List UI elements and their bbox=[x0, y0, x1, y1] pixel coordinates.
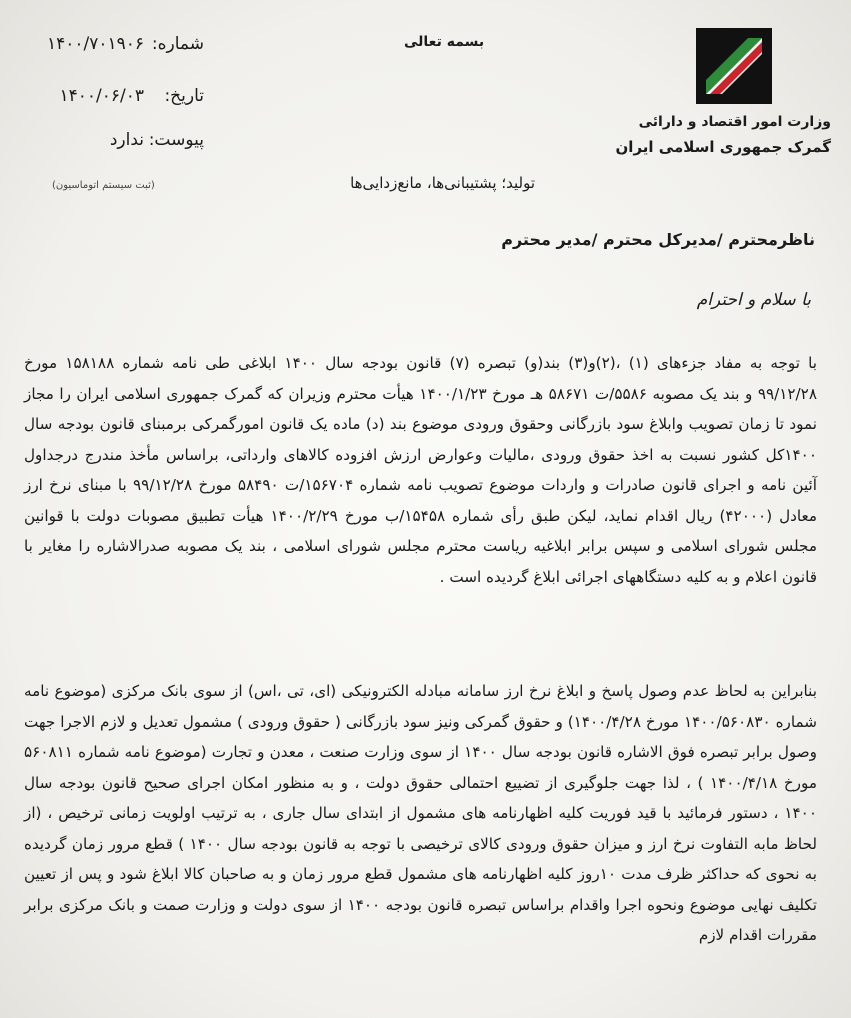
attachment-value: ندارد bbox=[109, 130, 144, 150]
body-paragraph-2 bbox=[24, 676, 817, 951]
letter-subject: تولید؛ پشتیبانی‌ها، مانع‌زدایی‌ها bbox=[350, 174, 535, 192]
paragraph-text: بنابراین به لحاظ عدم وصول پاسخ و ابلاغ نرخ ارز سامانه مبادله الکترونیکی (ای، تی ،اس) از سوی بانک مرکزی (موضوع نامه شماره ۱۴۰۰/۵۶۰۸۳۰ مورخ ۱۴۰۰/۴/۲۸) و حقوق گمرکی ونیز سود بازرگانی ( حقوق ورودی ) مشمول تعدیل و لازم الاجرا جهت وصول برابر تبصره فوق الاشاره قانون بودجه سال ۱۴۰۰ از سوی وزارت صنعت ، معدن و تجارت (موضوع نامه شماره ۵۶۰۸۱۱ مورخ ۱۴۰۰/۴/۱۸ ) ، لذا جهت جلوگیری از تضییع احتمالی حقوق دولت ، و به منظور امکان اجرای صحیح قانون بودجه سال ۱۴۰۰ ، دستور فرمائید با قید فوریت کلیه اظهارنامه های مشمول از ابتدای سال جاری ، به ترتیب اولویت زمانی ترخیص ، (از لحاظ مابه التفاوت نرخ ارز و میزان حقوق ورودی کالای ترخیصی با توجه به قانون بودجه سال ۱۴۰۰ ) قطع مرور زمان گردیده به نحوی که حداکثر ظرف مدت ۱۰روز کلیه اظهارنامه های مشمول قطع مرور زمان و به صاحبان کالا ابلاغ شود و پس از تعیین تکلیف نهایی موضوع ونحوه اجرا واقدام براساس تبصره قانون بودجه ۱۴۰۰ از سوی دولت و وزارت صمت و بانک مرکزی برابر مقررات اقدام لازم bbox=[24, 682, 817, 944]
letter-number-row bbox=[24, 34, 204, 60]
paragraph-text: با توجه به مفاد جزءهای (۱) ،(۲)و(۳) بند(و) تبصره (۷) قانون بودجه سال ۱۴۰۰ ابلاغی طی نامه شماره ۱۵۸۱۸۸ مورخ ۹۹/۱۲/۲۸ و بند یک مصوبه ۵۵۸۶/ت ۵۸۶۷۱ هـ مورخ ۱۴۰۰/۱/۲۳ هیأت محترم وزیران که گمرک جمهوری اسلامی ایران را مجاز نمود تا زمان تصویب وابلاغ سود بازرگانی وحقوق ورودی موضوع بند (د) ماده یک قانون امورگمرکی برمبنای قانون بودجه سال ۱۴۰۰کل کشور نسبت به اخذ حقوق ورودی ،مالیات وعوارض ارزش افزوده کالاهای وارداتی، براساس مأخذ مندرج درجداول آئین نامه و اجرای قانون صادرات و واردات موضوع تصویب نامه شماره ۱۵۶۷۰۴/ت ۵۸۴۹۰ مورخ ۹۹/۱۲/۲۸ با مبنای نرخ ارز معادل (۴۲۰۰۰) ریال اقدام نماید، لیکن طبق رأی شماره ۱۵۴۵۸/ب مورخ ۱۴۰۰/۲/۲۹ هیأت تطبیق مصوبات دولت با قوانین مجلس شورای اسلامی و سپس برابر ابلاغیه ریاست محترم مجلس شورای اسلامی ، بند یک مصوبه صدرالاشاره را مغایر با قانون اعلام و به کلیه دستگاههای اجرائی ابلاغ گردیده است . bbox=[24, 354, 818, 586]
automation-stamp-note: (ثبت سیستم اتوماسیون) bbox=[52, 180, 155, 191]
number-label: شماره: bbox=[151, 34, 204, 54]
attachment-label: پیوست: bbox=[148, 130, 204, 150]
letter-date-row bbox=[24, 86, 204, 112]
organization-customs: گمرک جمهوری اسلامی ایران bbox=[615, 138, 831, 156]
attachment-row bbox=[24, 130, 204, 156]
date-label: تاریخ: bbox=[164, 86, 204, 106]
customs-logo-icon bbox=[692, 24, 776, 108]
organization-ministry: وزارت امور اقتصاد و دارائی bbox=[638, 114, 831, 130]
letter-greeting: با سلام و احترام bbox=[696, 290, 811, 310]
date-value: ۱۴۰۰/۰۶/۰۳ bbox=[59, 86, 144, 106]
number-value: ۱۴۰۰/۷۰۱۹۰۶ bbox=[46, 34, 144, 54]
bismillah-heading: بسمه تعالی bbox=[404, 34, 485, 50]
letter-addressee: ناظرمحترم /مدیرکل محترم /مدیر محترم bbox=[501, 230, 815, 249]
body-paragraph-1 bbox=[24, 348, 817, 592]
